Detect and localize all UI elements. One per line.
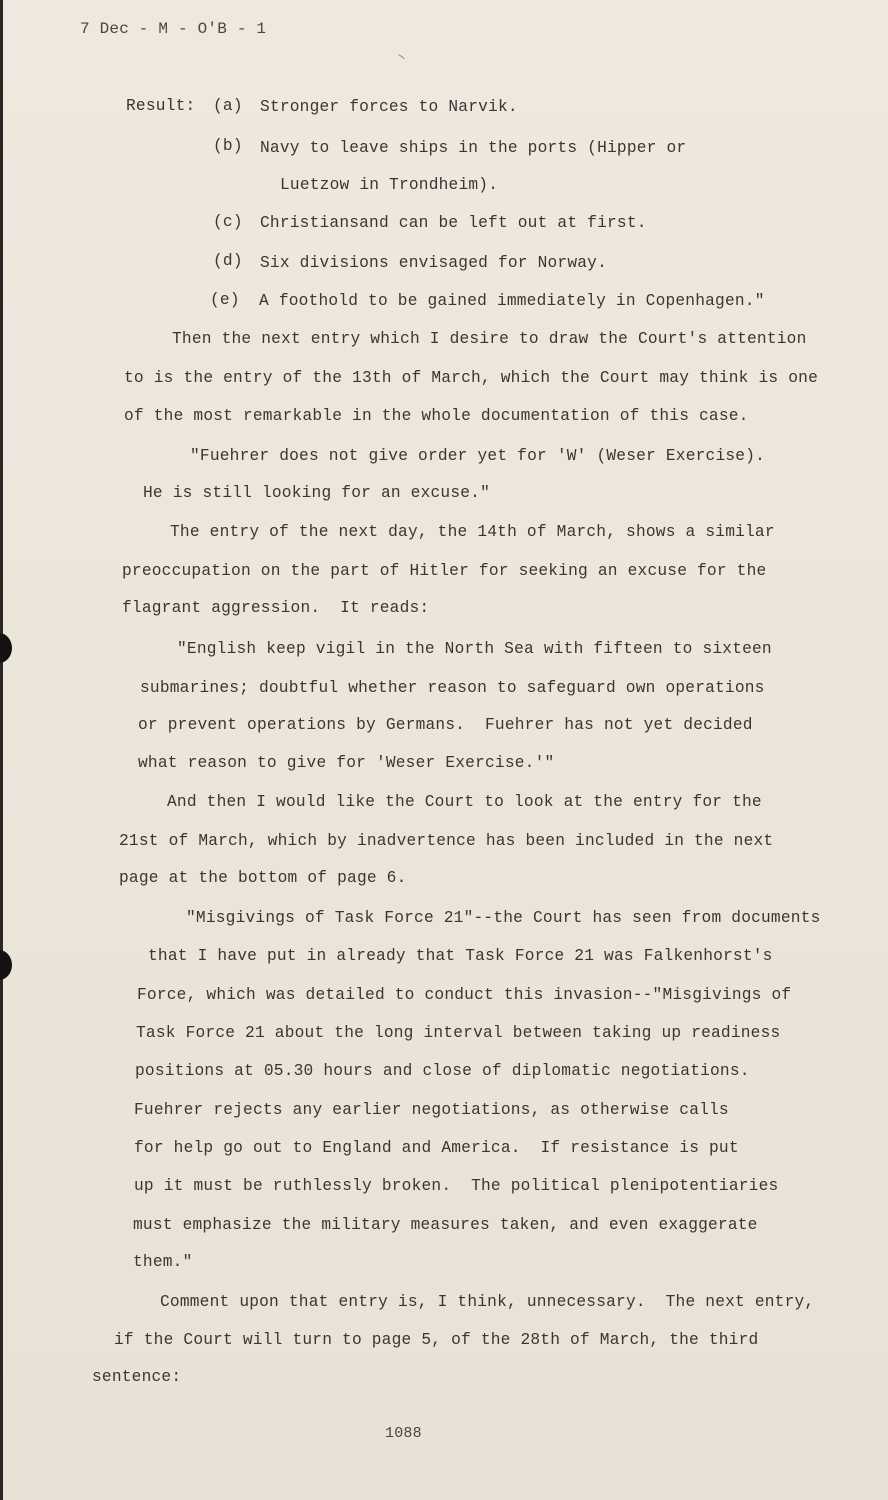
quote-line: submarines; doubtful whether reason to safeguard own operations <box>140 679 765 697</box>
paragraph-line: preoccupation on the part of Hitler for seeking an excuse for the <box>122 562 767 580</box>
paragraph-line: flagrant aggression. It reads: <box>122 599 430 617</box>
quote-line: Force, which was detailed to conduct this invasion--"Misgivings of <box>137 986 792 1004</box>
quote-line: what reason to give for 'Weser Exercise.'" <box>138 754 555 772</box>
quote-line: Task Force 21 about the long interval between taking up readiness <box>136 1024 781 1042</box>
item-label: (b) <box>213 137 243 155</box>
item-label: (d) <box>213 252 243 270</box>
paragraph-line: And then I would like the Court to look at the entry for the <box>167 793 762 811</box>
page-number: 1088 <box>385 1425 422 1442</box>
quote-line: or prevent operations by Germans. Fuehrer has not yet decided <box>138 716 753 734</box>
item-text: Luetzow in Trondheim). <box>280 176 499 194</box>
quote-line: "English keep vigil in the North Sea with fifteen to sixteen <box>177 640 772 658</box>
item-label: (a) <box>213 97 243 115</box>
item-text: Six divisions envisaged for Norway. <box>260 254 607 272</box>
page-header: 7 Dec - M - O'B - 1 <box>80 20 267 38</box>
quote-line: "Fuehrer does not give order yet for 'W' (Weser Exercise). <box>190 447 766 465</box>
paragraph-line: to is the entry of the 13th of March, which the Court may think is one <box>124 369 818 387</box>
quote-line: must emphasize the military measures taken, and even exaggerate <box>133 1216 758 1234</box>
paragraph-line: The entry of the next day, the 14th of March, shows a similar <box>170 523 775 541</box>
paragraph-line: sentence: <box>92 1368 182 1386</box>
paragraph-line: if the Court will turn to page 5, of the 28th of March, the third <box>114 1331 759 1349</box>
item-label: (c) <box>213 213 243 231</box>
page-left-edge <box>0 0 3 1500</box>
punch-hole <box>0 633 12 663</box>
item-text: Christiansand can be left out at first. <box>260 214 647 232</box>
paragraph-line: Comment upon that entry is, I think, unnecessary. The next entry, <box>160 1293 815 1311</box>
quote-line: up it must be ruthlessly broken. The political plenipotentiaries <box>134 1177 779 1195</box>
item-text: Navy to leave ships in the ports (Hipper or <box>260 139 687 157</box>
paragraph-line: 21st of March, which by inadvertence has been included in the next <box>119 832 774 850</box>
quote-line: Fuehrer rejects any earlier negotiations, as otherwise calls <box>134 1101 729 1119</box>
item-text: A foothold to be gained immediately in Copenhagen." <box>259 292 765 310</box>
paragraph-line: of the most remarkable in the whole documentation of this case. <box>124 407 749 425</box>
paragraph-line: page at the bottom of page 6. <box>119 869 407 887</box>
stray-mark <box>398 54 404 59</box>
quote-line: "Misgivings of Task Force 21"--the Court has seen from documents <box>186 909 821 927</box>
quote-line: for help go out to England and America. If resistance is put <box>134 1139 739 1157</box>
item-label: (e) <box>210 291 240 309</box>
item-text: Stronger forces to Narvik. <box>260 98 518 116</box>
paragraph-line: Then the next entry which I desire to draw the Court's attention <box>172 330 807 348</box>
result-label: Result: <box>126 97 196 115</box>
punch-hole <box>0 950 12 980</box>
quote-line: He is still looking for an excuse." <box>143 484 490 502</box>
quote-line: them." <box>133 1253 193 1271</box>
quote-line: positions at 05.30 hours and close of diplomatic negotiations. <box>135 1062 750 1080</box>
quote-line: that I have put in already that Task Force 21 was Falkenhorst's <box>148 947 773 965</box>
